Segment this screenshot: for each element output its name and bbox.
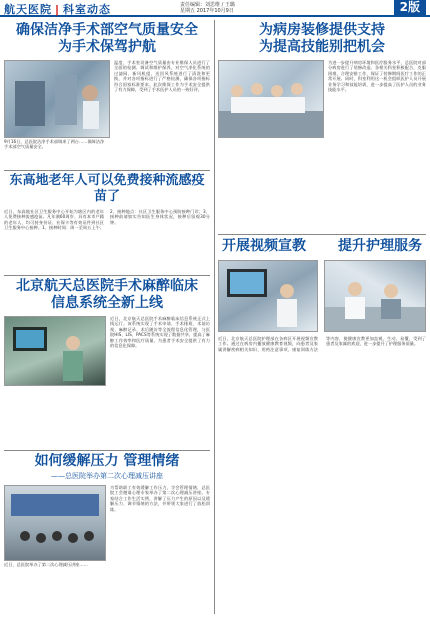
masthead-title: 航天医院 (4, 3, 52, 16)
article-body: 为帮助职工有效缓解工作压力，学会管理情绪，总医院工会邀请心理专家举办了第二次心理减压讲座。专家结合工作生活实例，讲解了压力产生的原因以及缓解压力、调节情绪的方法，并带领大家进行了放松训练。 (110, 485, 210, 512)
photo-illustration (219, 61, 323, 137)
section-divider (4, 450, 210, 451)
article-title: 为手术保驾护航 (58, 39, 156, 55)
article-video-education (218, 238, 426, 614)
article-title: 提升护理服务 (338, 238, 422, 254)
article-stress-lecture (4, 453, 210, 613)
article-title: 开展视频宣教 (222, 238, 306, 254)
article-air-quality (4, 22, 210, 172)
article-body: 近日，北京航天总医院手术麻醉临床信息系统正式上线运行。该系统实现了手术申请、手术排班、术前访视、麻醉记录、术后随访等全流程信息化管理，与医院HIS、LIS、PACS等系统实现了数据共享，提高了麻醉工作效率和医疗质量，为患者手术安全提供了有力的信息化保障。 (110, 316, 210, 349)
article-photo (4, 485, 106, 561)
article-title: 为病房装修提供支持 (259, 22, 385, 38)
page-number: 2版 (394, 0, 426, 15)
article-photo (324, 260, 426, 332)
article-photo (4, 316, 106, 386)
article-body: 近日，东高地社区卫生服务中心开始为辖区内的老年人免费接种流感疫苗。凡年满60周岁、具有本市户籍的老年人，均可持身份证、社保卡等有效证件到社区卫生服务中心接种。1、接种时间：周一至周五上午；2、接种地点：社区卫生服务中心预防接种门诊；3、接种前请如实告知医生身体状况，接种后留观30分钟。 (4, 209, 210, 231)
date-line: 星期五 2017年10月9日 (180, 8, 234, 14)
photo-illustration (325, 261, 425, 331)
photo-caption: 近日，总医院举办了第二次心理减压讲座…… (4, 562, 88, 567)
photo-illustration (5, 486, 105, 560)
photo-caption: 9月16日，总医院洁净手术部调来了两台……保障洁净手术部空气质量安全。 (4, 139, 105, 150)
article-body: 为进一步提升病房环境和医疗服务水平，总医院对部分病房进行了装修改造。各相关科室积极配合，克服困难，合理安排工作，保证了装修期间医疗工作的正常开展。同时，科室利用这一机会组织医护人员开展业务学习和技能培训，进一步提高了医护人员的业务技能水平。 (328, 60, 426, 93)
article-subtitle: ——总医院举办第二次心理减压讲座 (51, 472, 163, 480)
article-body: 温度、手术室设备空气质量由专业维保人员进行了全面的检测、调试和维护保养，对空气净化系统的过滤网、新风机组、送回风系统进行了清洗和更换，并对各项指标进行了严格检测，确保各项指标符合国家标准要求。此次维保工作为手术安全提供了有力保障，受到了手术医护人员的一致好评。 (114, 60, 210, 93)
masthead: 航天医院 | 科室动态 (4, 3, 112, 16)
article-title: 为提高技能别把机会 (259, 39, 385, 55)
section-divider (4, 275, 210, 276)
photo-illustration (5, 317, 105, 385)
article-photo (218, 260, 318, 332)
article-title: 北京航天总医院手术麻醉临床 (16, 278, 198, 294)
article-body: 近日，北京航天总医院护理部在各病区开展视频宣教工作。通过在病房内播放健康教育视频，向患者及家属讲解疾病相关知识、用药注意事项、康复训练方法等内容，使健康宣教更加直观、生动、易懂，受到了患者及家属的欢迎，进一步提升了护理服务质量。 (218, 336, 426, 352)
article-anesthesia-system (4, 278, 210, 448)
article-photo (4, 60, 110, 138)
article-flu-vaccine (4, 173, 210, 275)
editor-line: 责任编辑：刘思维 / 王璐 (180, 2, 235, 8)
article-title: 确保洁净手术部空气质量安全 (16, 22, 198, 38)
page-header (0, 0, 430, 17)
section-divider (4, 170, 210, 171)
article-title: 信息系统全新上线 (51, 295, 163, 311)
photo-illustration (219, 261, 317, 331)
article-ward-renovation (218, 22, 426, 232)
editor-info (180, 2, 235, 14)
article-title: 东高地老年人可以免费接种流感疫苗了 (9, 173, 205, 204)
photo-illustration (5, 61, 109, 137)
article-title: 如何缓解压力 管理情绪 (34, 453, 180, 469)
column-divider (214, 20, 215, 614)
article-photo (218, 60, 324, 138)
article-title-row (218, 238, 426, 255)
section-name: 科室动态 (63, 3, 112, 16)
section-divider (218, 234, 426, 235)
